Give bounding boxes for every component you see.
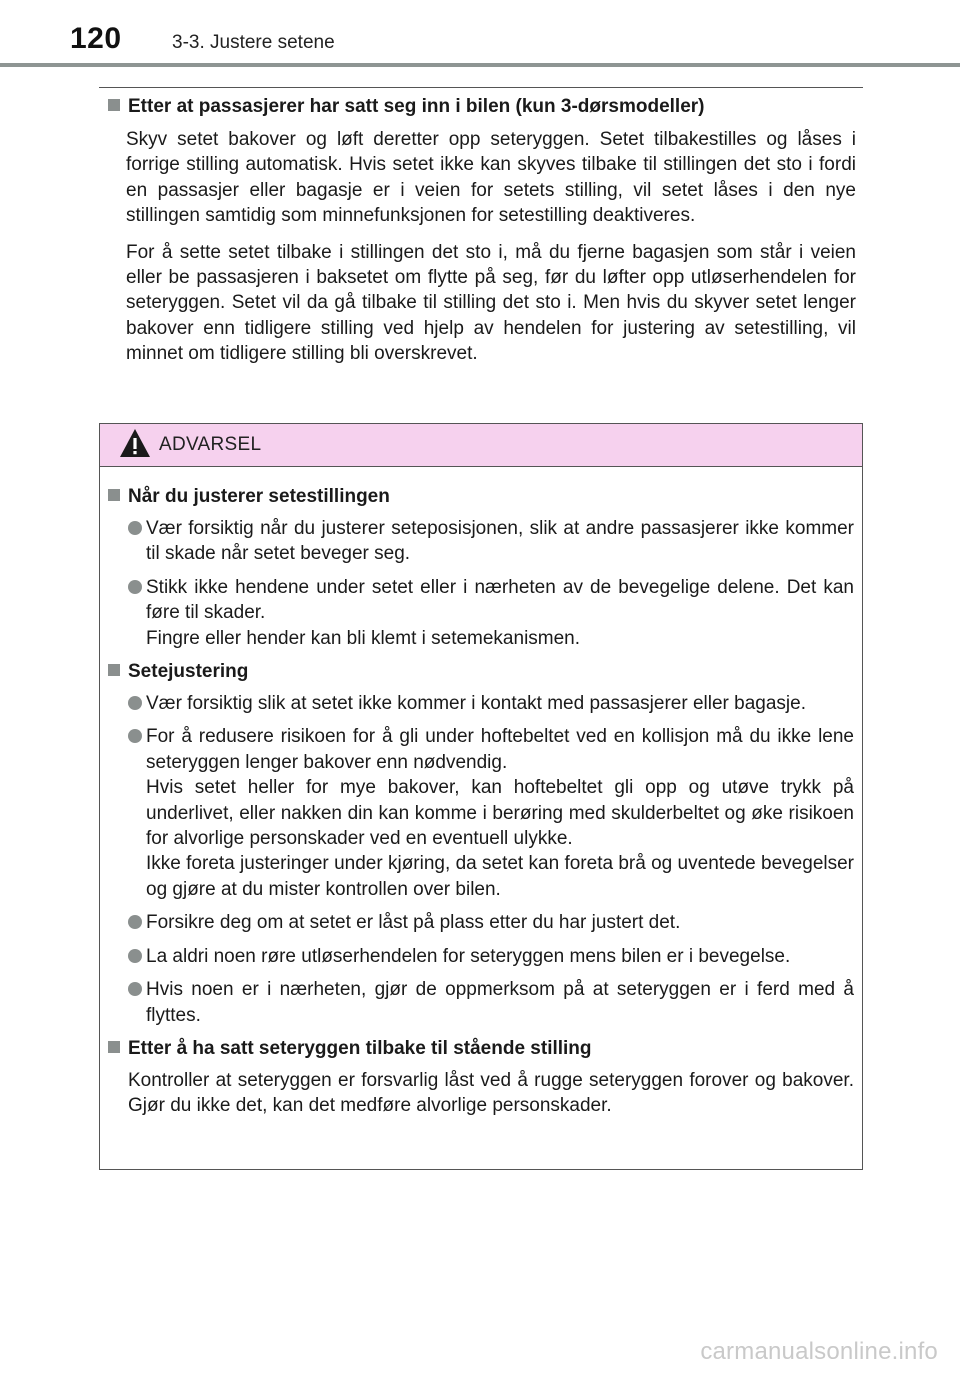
round-bullet-icon: [128, 521, 142, 535]
warning-section-text: Kontroller at seteryggen er forsvarlig låst ved å rugge seteryggen forover og bakover. Gjør du ikke det, kan det medføre alvorlige personskader.: [128, 1069, 854, 1117]
round-bullet-icon: [128, 729, 142, 743]
content-top-rule: [99, 87, 863, 88]
bullet-line: Stikk ikke hendene under setet eller i nærheten av de bevegelige delene. Det kan føre til skader.: [146, 576, 854, 624]
warning-bullet: [128, 691, 854, 716]
bullet-line: Vær forsiktig når du justerer seteposisjonen, slik at andre passasjerer ikke kommer til skade når setet beveger seg.: [146, 518, 854, 565]
warning-bullet: [128, 575, 854, 651]
warning-bullet: [128, 944, 854, 969]
bullet-line: Hvis noen er i nærheten, gjør de oppmerksom på at seteryggen er i ferd med å flyttes.: [146, 979, 854, 1026]
bullet-line: Ikke foreta justeringer under kjøring, da setet kan foreta brå og uventede bevegelser og gjøre at du mister kontrollen over bilen.: [146, 853, 854, 900]
header-divider: [0, 63, 960, 67]
warning-box: [99, 423, 863, 1170]
warning-bullet: [128, 724, 854, 902]
section-title: 3-3. Justere setene: [172, 32, 335, 53]
main-paragraph: Skyv setet bakover og løft deretter opp seteryggen. Setet tilbakestilles og låses i forrige stilling automatisk. Hvis setet ikke kan skyves tilbake til stillingen det sto i fordi en passasjer eller bagasje er i veien for setets stilling, vil setet låses i den nye stillingen samtidig som minnefunksjonen for setestilling deaktiveres.: [126, 129, 856, 227]
warning-header: [100, 424, 862, 467]
main-heading: [108, 94, 856, 119]
bullet-line: Forsikre deg om at setet er låst på plass etter du har justert det.: [146, 912, 681, 934]
page-number: 120: [70, 22, 122, 55]
warning-section-heading: [108, 1036, 854, 1061]
warning-section-heading-text: Når du justerer setestillingen: [128, 486, 390, 507]
main-paragraph: For å sette setet tilbake i stillingen det sto i, må du fjerne bagasjen som står i veien eller be passasjeren i baksetet om flytte på seg, før du løfter opp utløserhendelen for seteryggen. Setet vil da gå tilbake til stilling det sto i. Men hvis du skyver setet lenger bakover enn tidligere stilling ved hjelp av hendelen for justering av setestilling, vil minnet om tidligere stilling bli overskrevet.: [126, 241, 856, 365]
bullet-line: Vær forsiktig slik at setet ikke kommer i kontakt med passasjerer eller bagasje.: [146, 693, 806, 715]
square-bullet-icon: [108, 489, 120, 501]
main-content: [108, 94, 856, 367]
bullet-line: Fingre eller hender kan bli klemt i setemekanismen.: [146, 627, 581, 649]
bullet-line: Hvis setet heller for mye bakover, kan hoftebeltet gli opp og utøve trykk på underlivet, eller nakken din kan komme i berøring med skulderbeltet og øke risikoen for alvorlige personskader ved en eventuell ulykke.: [146, 777, 854, 850]
warning-bullet: [128, 516, 854, 567]
warning-triangle-icon: [119, 427, 151, 459]
round-bullet-icon: [128, 982, 142, 996]
page-header: [0, 0, 960, 66]
round-bullet-icon: [128, 696, 142, 710]
warning-section-heading: [108, 659, 854, 684]
square-bullet-icon: [108, 664, 120, 676]
round-bullet-icon: [128, 915, 142, 929]
square-bullet-icon: [108, 99, 120, 111]
warning-bullet: [128, 910, 854, 935]
bullet-line: For å redusere risikoen for å gli under hoftebeltet ved en kollisjon må du ikke lene seteryggen lenger bakover enn nødvendig.: [146, 726, 854, 773]
warning-section-heading: [108, 484, 854, 509]
warning-section-heading-text: Etter å ha satt seteryggen tilbake til stående stilling: [128, 1037, 592, 1059]
warning-body: [100, 467, 862, 1119]
round-bullet-icon: [128, 580, 142, 594]
warning-title: ADVARSEL: [159, 434, 262, 455]
warning-bullet: [128, 977, 854, 1028]
main-heading-text: Etter at passasjerer har satt seg inn i bilen (kun 3-dørsmodeller): [128, 96, 705, 117]
square-bullet-icon: [108, 1041, 120, 1053]
bullet-line: La aldri noen røre utløserhendelen for seteryggen mens bilen er i bevegelse.: [146, 945, 791, 967]
watermark: carmanualsonline.info: [700, 1338, 938, 1365]
round-bullet-icon: [128, 949, 142, 963]
warning-section-heading-text: Setejustering: [128, 661, 249, 683]
